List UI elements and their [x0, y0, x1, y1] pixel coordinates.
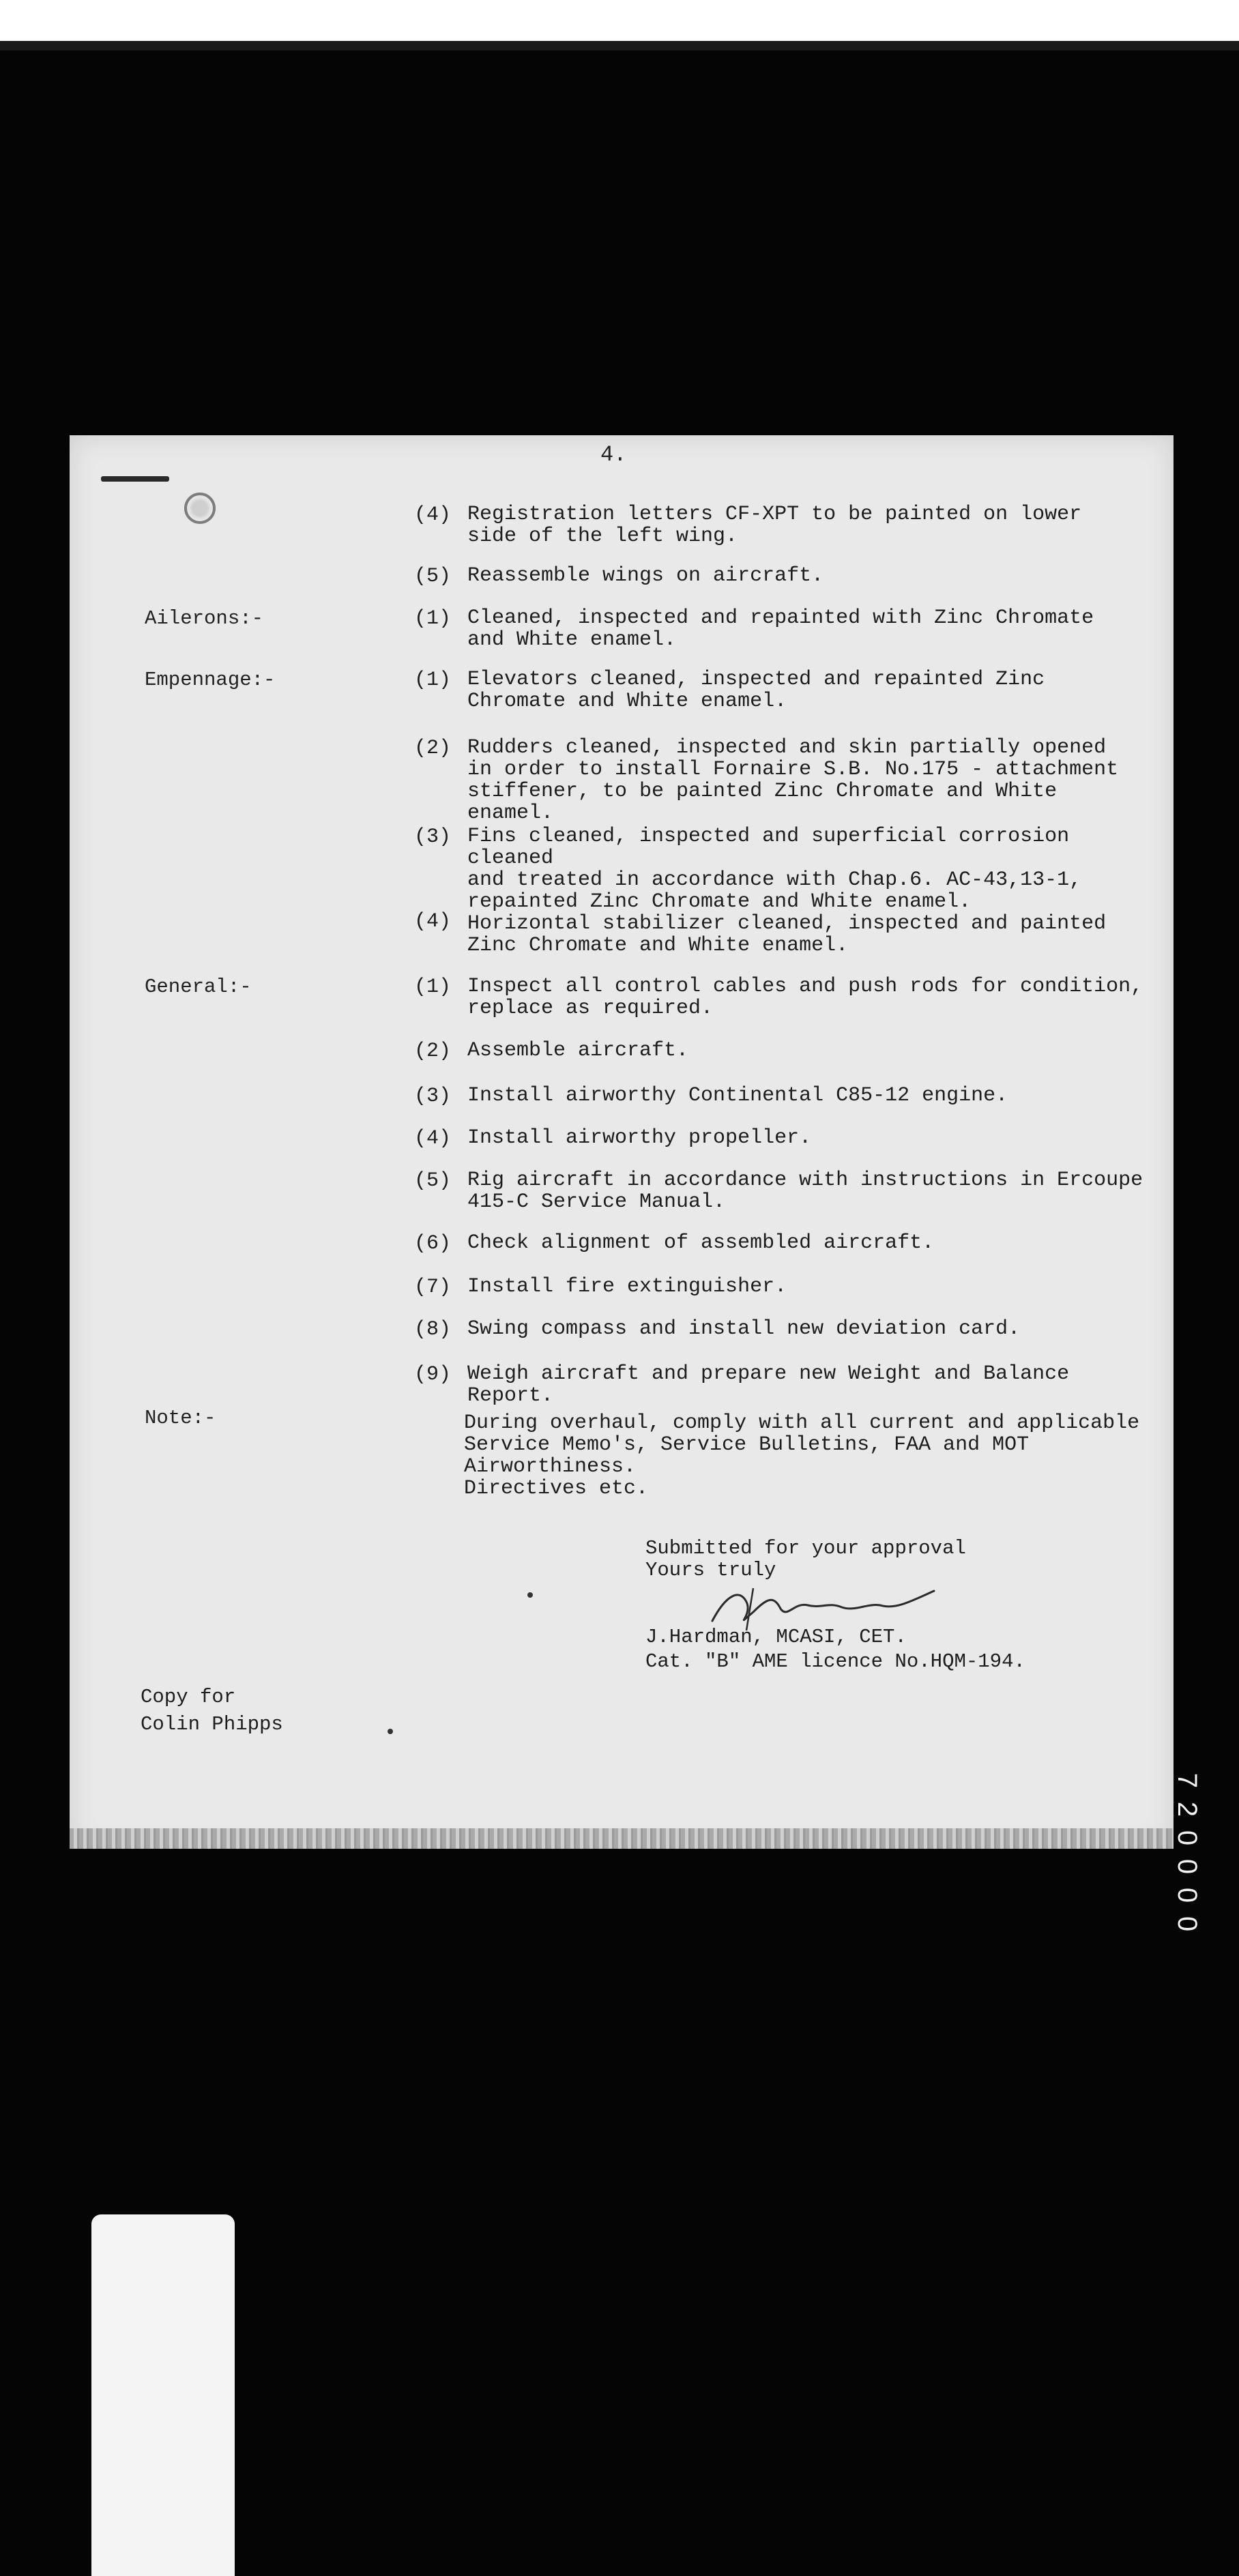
- item-text: Inspect all control cables and push rods for condition, replace as required.: [467, 975, 1143, 1020]
- item-number: (4): [414, 503, 452, 527]
- item-text: Assemble aircraft.: [467, 1039, 689, 1062]
- page-number: 4.: [600, 442, 627, 467]
- item-number: (2): [414, 1040, 452, 1063]
- ink-dot: [527, 1592, 533, 1598]
- section-label-note: Note:-: [145, 1407, 216, 1429]
- film-leader-block: [91, 2214, 235, 2576]
- item-text: Check alignment of assembled aircraft.: [467, 1231, 935, 1255]
- item-number: (3): [414, 825, 452, 849]
- section-label-ailerons: Ailerons:-: [145, 607, 264, 630]
- frame-digit: 7: [1172, 1772, 1202, 1789]
- item-text: Weigh aircraft and prepare new Weight and Balance Report.: [467, 1362, 1070, 1407]
- item-text: Install airworthy Continental C85-12 engine.: [467, 1084, 1008, 1107]
- item-number: (6): [414, 1232, 452, 1255]
- item-text: Cleaned, inspected and repainted with Zinc Chromate and White enamel.: [467, 606, 1094, 652]
- item-number: (5): [414, 1169, 452, 1192]
- item-text: Fins cleaned, inspected and superficial corrosion cleaned and treated in accordance with Chap.6. AC-43,13-1, repainted Zinc Chromate and White enamel.: [467, 825, 1082, 913]
- paper-edge: [70, 1828, 1174, 1849]
- item-number: (1): [414, 976, 452, 999]
- item-text: Registration letters CF-XPT to be painted on lower side of the left wing.: [467, 503, 1082, 548]
- item-number: (4): [414, 1127, 452, 1150]
- item-number: (1): [414, 669, 452, 692]
- copy-for: Copy for Colin Phipps: [141, 1686, 283, 1736]
- frame-digit: 0: [1172, 1887, 1202, 1903]
- item-text: Rig aircraft in accordance with instructions in Ercoupe 415-C Service Manual.: [467, 1169, 1143, 1214]
- item-text: Swing compass and install new deviation card.: [467, 1317, 1021, 1341]
- closing-licence: Cat. "B" AME licence No.HQM-194.: [645, 1650, 1025, 1673]
- item-number: (7): [414, 1276, 452, 1299]
- document-page: [70, 435, 1174, 1849]
- section-label-general: General:-: [145, 976, 252, 998]
- section-label-empennage: Empennage:-: [145, 669, 276, 691]
- pen-mark: [101, 476, 169, 482]
- item-text: Elevators cleaned, inspected and repainted Zinc Chromate and White enamel.: [467, 668, 1045, 713]
- frame-digit: 0: [1172, 1858, 1202, 1875]
- item-number: (4): [414, 910, 452, 933]
- item-text: Horizontal stabilizer cleaned, inspected and painted Zinc Chromate and White enamel.: [467, 912, 1107, 957]
- closing-approval: Submitted for your approval Yours truly: [645, 1537, 966, 1581]
- note-text: During overhaul, comply with all current and applicable Service Memo's, Service Bulletins, FAA and MOT Airworthiness. Directives etc.: [464, 1411, 1140, 1500]
- item-text: Install airworthy propeller.: [467, 1126, 812, 1150]
- item-number: (1): [414, 607, 452, 630]
- frame-number: [1168, 1767, 1206, 1937]
- frame-digit: 0: [1172, 1830, 1202, 1846]
- item-text: Reassemble wings on aircraft.: [467, 564, 824, 587]
- frame-digit: 2: [1172, 1801, 1202, 1817]
- item-text: Rudders cleaned, inspected and skin partially opened in order to install Fornaire S.B. No.175 - attachment stiffener, to be painted Zinc Chromate and White enamel.: [467, 736, 1119, 825]
- item-number: (5): [414, 565, 452, 588]
- film-strip-edge: [0, 41, 1239, 50]
- frame-digit: 0: [1172, 1916, 1202, 1932]
- item-number: (2): [414, 737, 452, 760]
- punch-hole: [184, 493, 216, 524]
- item-number: (9): [414, 1363, 452, 1386]
- item-number: (3): [414, 1085, 452, 1108]
- item-text: Install fire extinguisher.: [467, 1275, 787, 1298]
- item-number: (8): [414, 1318, 452, 1341]
- ink-dot: [388, 1729, 393, 1734]
- closing-name: J.Hardman, MCASI, CET.: [645, 1626, 907, 1648]
